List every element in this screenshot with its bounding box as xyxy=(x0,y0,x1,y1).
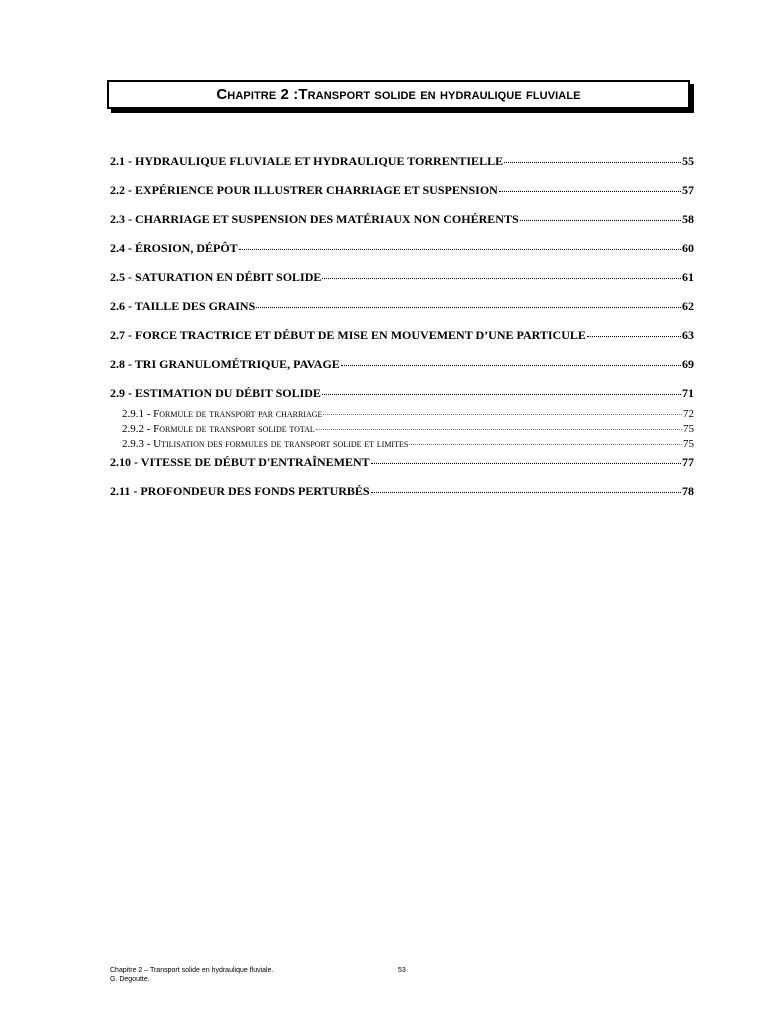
toc-subentry-page: 72 xyxy=(683,408,694,420)
toc-entry-page: 62 xyxy=(682,299,694,313)
toc-entry-label: 2.9 - ESTIMATION DU DÉBIT SOLIDE xyxy=(110,386,321,400)
toc-entry-page: 77 xyxy=(682,455,694,469)
toc-entry-page: 71 xyxy=(682,386,694,400)
toc-entry-2-6[interactable] xyxy=(110,299,694,313)
dot-leader xyxy=(316,419,682,430)
toc-entry-label: 2.1 - HYDRAULIQUE FLUVIALE ET HYDRAULIQUE TORRENTIELLE xyxy=(110,154,504,168)
toc-entry-label: 2.7 - FORCE TRACTRICE ET DÉBUT DE MISE EN MOUVEMENT D’UNE PARTICULE xyxy=(110,328,586,342)
toc-entry-2-11[interactable] xyxy=(110,484,694,498)
toc-entry-label: 2.8 - TRI GRANULOMÉTRIQUE, PAVAGE xyxy=(110,357,340,371)
dot-leader xyxy=(341,355,681,366)
toc-entry-page: 55 xyxy=(682,154,694,168)
dot-leader xyxy=(256,297,681,308)
dot-leader xyxy=(499,181,681,192)
dot-leader xyxy=(239,239,681,250)
toc-entry-2-2[interactable] xyxy=(110,183,694,197)
toc-entry-page: 69 xyxy=(682,357,694,371)
toc-entry-page: 60 xyxy=(682,241,694,255)
dot-leader xyxy=(371,482,681,493)
toc-subentry-label: 2.9.1 - Formule de transport par charriage xyxy=(122,408,323,420)
toc-entry-label: 2.11 - PROFONDEUR DES FONDS PERTURBÉS xyxy=(110,484,370,498)
toc-entry-2-1[interactable] xyxy=(110,154,694,168)
toc-subentry-2-9-3[interactable] xyxy=(110,436,694,451)
toc-entry-label: 2.4 - ÉROSION, DÉPÔT xyxy=(110,241,238,255)
toc-entry-2-10[interactable] xyxy=(110,455,694,469)
dot-leader xyxy=(322,384,681,395)
dot-leader xyxy=(504,152,681,163)
toc-entry-label: 2.10 - VITESSE DE DÉBUT D'ENTRAÎNEMENT xyxy=(110,455,370,469)
dot-leader xyxy=(520,210,681,221)
footer-page-number: 53 xyxy=(398,967,406,974)
toc-entry-page: 78 xyxy=(682,484,694,498)
toc-entry-2-9[interactable] xyxy=(110,386,694,400)
toc-entry-page: 57 xyxy=(682,183,694,197)
toc-entry-2-8[interactable] xyxy=(110,357,694,371)
page-footer xyxy=(110,966,510,984)
chapter-title-prefix: Chapitre 2 : xyxy=(216,86,299,103)
table-of-contents xyxy=(110,154,694,513)
toc-entry-page: 61 xyxy=(682,270,694,284)
footer-author-line: G. Degoutte. xyxy=(110,976,150,983)
dot-leader xyxy=(587,326,681,337)
toc-entry-label: 2.3 - CHARRIAGE ET SUSPENSION DES MATÉRIAUX NON COHÉRENTS xyxy=(110,212,519,226)
toc-subentry-page: 75 xyxy=(683,423,694,435)
toc-subentry-label: 2.9.3 - Utilisation des formules de transport solide et limites xyxy=(122,438,409,450)
chapter-title-text: Transport solide en hydraulique fluviale xyxy=(298,86,581,103)
dot-leader xyxy=(323,404,682,415)
toc-entry-label: 2.2 - EXPÉRIENCE POUR ILLUSTRER CHARRIAGE ET SUSPENSION xyxy=(110,183,498,197)
chapter-title-box xyxy=(107,80,690,109)
dot-leader xyxy=(322,268,681,279)
toc-entry-2-4[interactable] xyxy=(110,241,694,255)
toc-entry-page: 63 xyxy=(682,328,694,342)
dot-leader xyxy=(371,453,681,464)
toc-entry-2-5[interactable] xyxy=(110,270,694,284)
toc-entry-label: 2.5 - SATURATION EN DÉBIT SOLIDE xyxy=(110,270,322,284)
footer-chapter-line: Chapitre 2 – Transport solide en hydraulique fluviale. xyxy=(110,967,274,974)
toc-entry-2-7[interactable] xyxy=(110,328,694,342)
toc-entry-label: 2.6 - TAILLE DES GRAINS xyxy=(110,299,256,313)
dot-leader xyxy=(409,434,682,445)
toc-subentry-label: 2.9.2 - Formule de transport solide total xyxy=(122,423,315,435)
toc-subentry-page: 75 xyxy=(683,438,694,450)
toc-entry-2-3[interactable] xyxy=(110,212,694,226)
toc-entry-page: 58 xyxy=(682,212,694,226)
